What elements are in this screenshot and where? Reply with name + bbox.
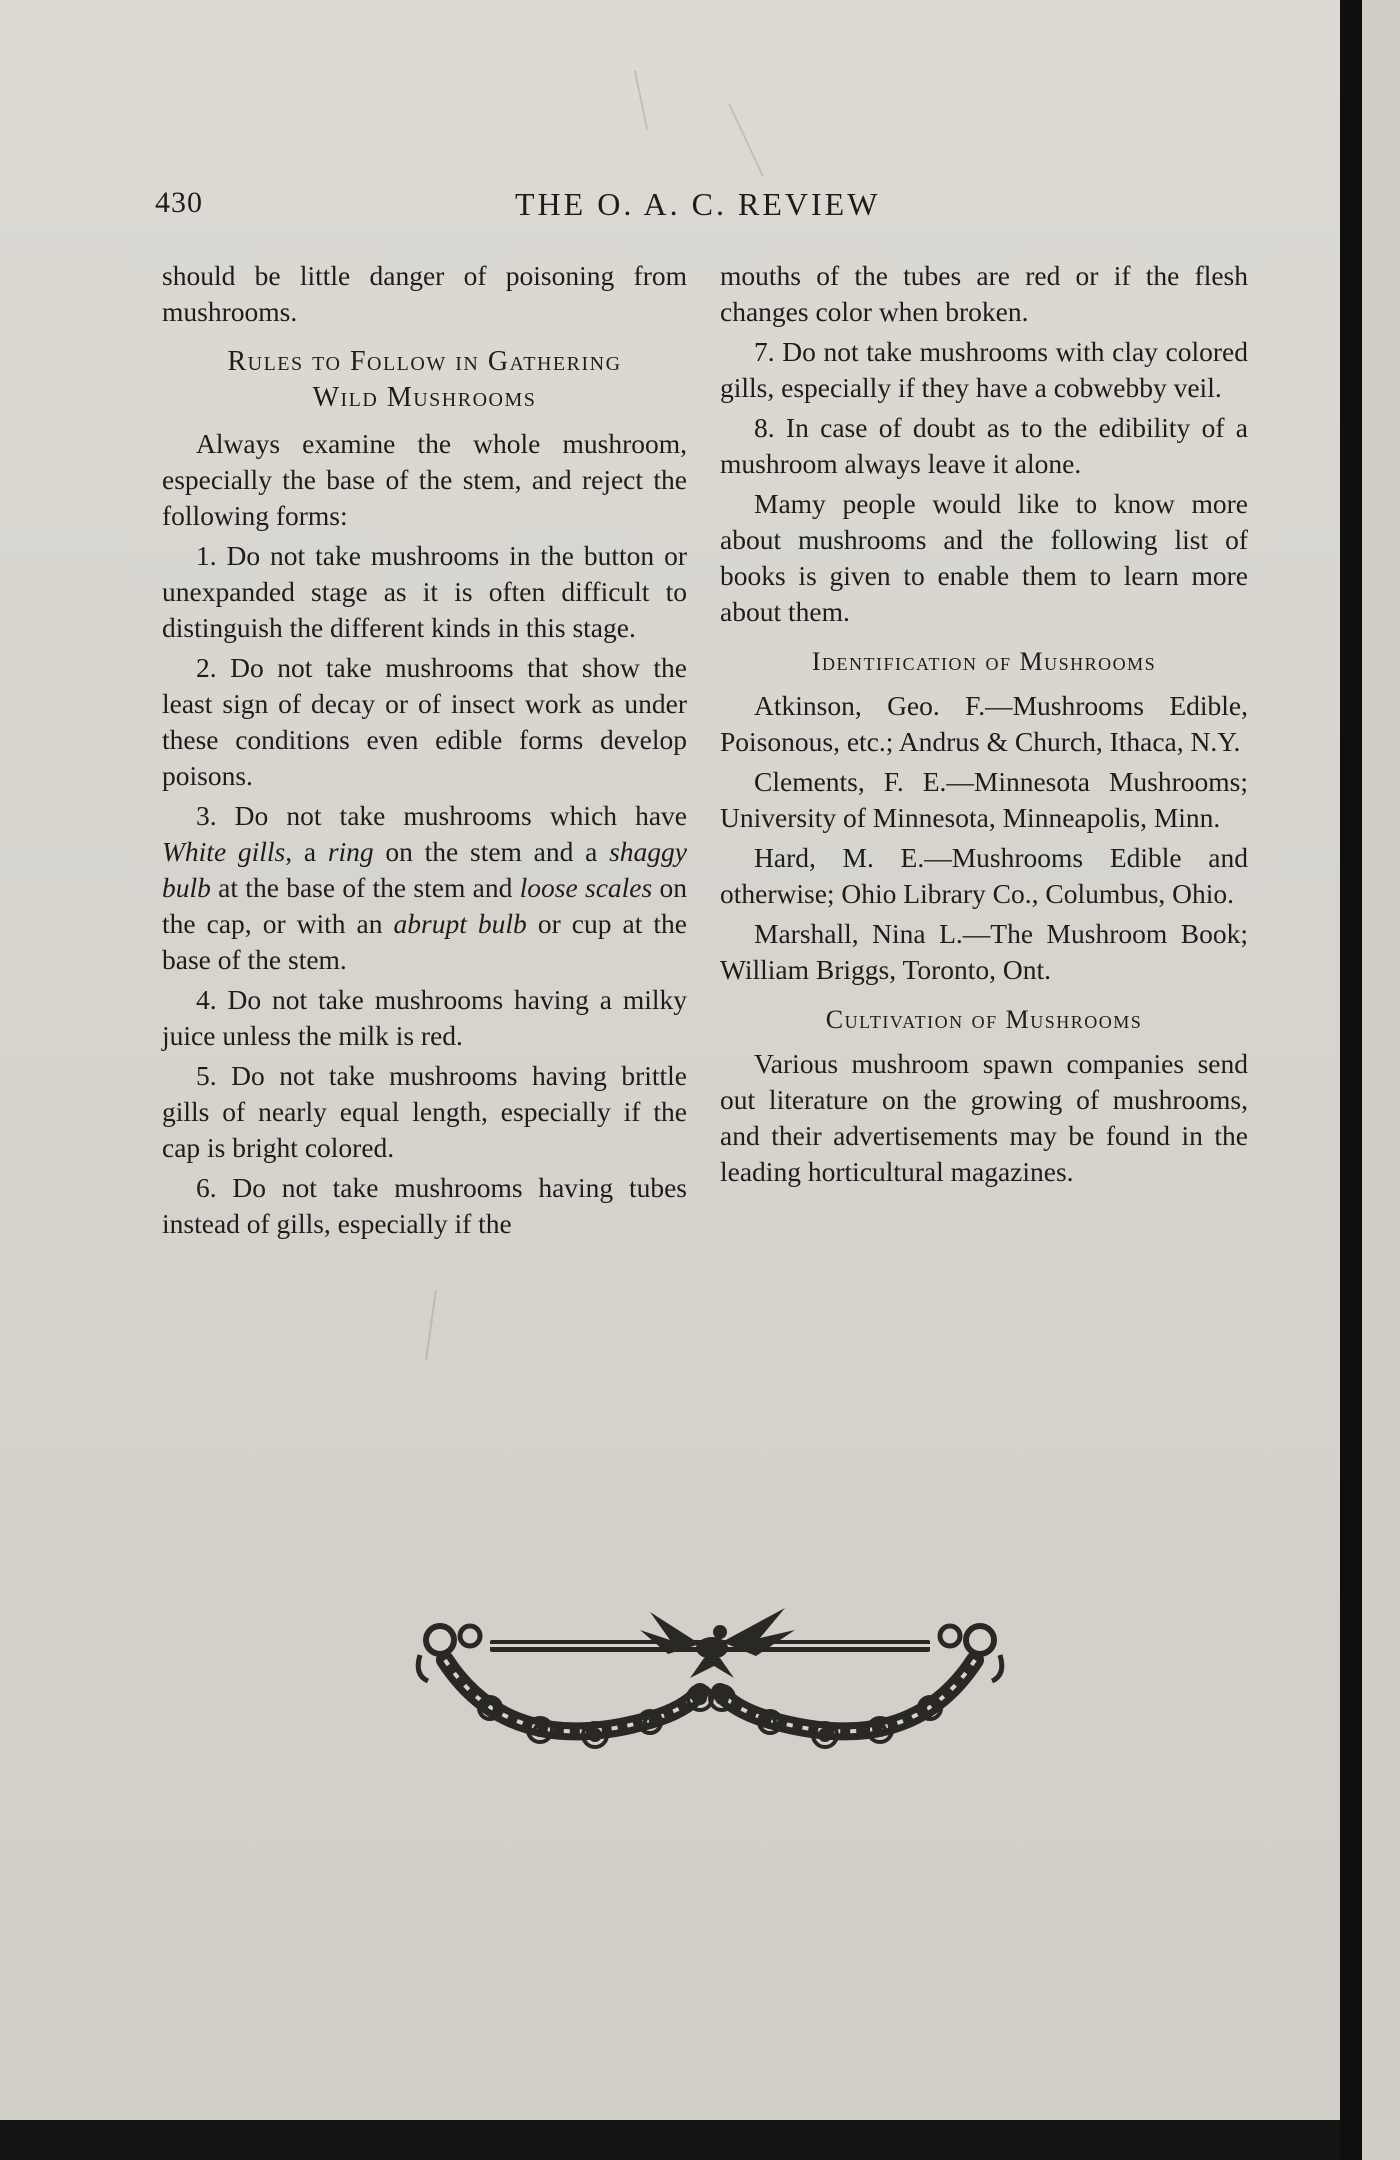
bibliography-entry: Atkinson, Geo. F.—Mushrooms Edible, Poisonous, etc.; Andrus & Church, Ithaca, N.Y. (720, 690, 1248, 757)
section-heading-line: Wild Mushrooms (312, 382, 537, 413)
rule-emphasis: abrupt bulb (393, 908, 527, 939)
rule-text: 3. Do not take mushrooms which have (196, 800, 687, 831)
eagle-garland-ornament-icon (400, 1600, 1020, 1760)
rule-text: or cup at the base of the stem. (162, 908, 687, 975)
page-number: 430 (155, 186, 203, 219)
paragraph-books-intro: Mamy people would like to know more about mushrooms and the following list of books is given to enable them to learn more about them. (720, 488, 1248, 627)
section-heading-rules (162, 344, 687, 416)
scratch-mark (425, 1290, 437, 1360)
rule-item (162, 798, 687, 978)
scratch-mark (728, 103, 764, 176)
journal-title: THE O. A. C. REVIEW (515, 186, 881, 222)
section-heading-identification: Identification of Mushrooms (811, 647, 1157, 676)
left-column (162, 258, 687, 1242)
scratch-mark (634, 70, 648, 129)
rule-emphasis: shaggy bulb (162, 836, 687, 903)
rule-item: 2. Do not take mushrooms that show the least sign of decay or of insect work as under these conditions even edible forms develop poisons. (162, 652, 687, 791)
page-gutter (1340, 0, 1362, 2160)
bibliography-entry: Marshall, Nina L.—The Mushroom Book; William Briggs, Toronto, Ont. (720, 918, 1248, 985)
rule-text: at the base of the stem and (210, 872, 520, 903)
rule-emphasis: White gills (162, 836, 286, 867)
rule-item: 7. Do not take mushrooms with clay colored gills, especially if they have a cobwebby veil. (720, 336, 1248, 403)
adjacent-page-edge (1362, 0, 1400, 2160)
scan-border (0, 2120, 1340, 2160)
bibliography-entry: Hard, M. E.—Mushrooms Edible and otherwise; Ohio Library Co., Columbus, Ohio. (720, 842, 1248, 909)
section-heading-cultivation: Cultivation of Mushrooms (825, 1005, 1143, 1034)
rule-item: 5. Do not take mushrooms having brittle gills of nearly equal length, especially if the cap is bright colored. (162, 1060, 687, 1163)
rule-text: on the stem and a (373, 836, 610, 867)
rule-text: on the cap, or with an (162, 872, 687, 939)
section-heading-line: Rules to Follow in Gathering (227, 346, 622, 377)
paragraph-cultivation: Various mushroom spawn companies send out literature on the growing of mushrooms, and their advertisements may be found in the leading horticultural magazines. (720, 1048, 1248, 1187)
bibliography-entry: Clements, F. E.—Minnesota Mushrooms; University of Minnesota, Minneapolis, Minn. (720, 766, 1248, 833)
paragraph-continued: mouths of the tubes are red or if the flesh changes color when broken. (720, 260, 1248, 327)
rule-emphasis: loose scales (519, 872, 653, 903)
running-head (155, 186, 1255, 230)
paragraph-lead: Always examine the whole mushroom, especially the base of the stem, and reject the following forms: (162, 428, 687, 531)
rule-text: , a (285, 836, 328, 867)
rule-emphasis: ring (327, 836, 374, 867)
rule-item: 1. Do not take mushrooms in the button or unexpanded stage as it is often difficult to distinguish the different kinds in this stage. (162, 540, 687, 643)
right-column (720, 258, 1248, 1190)
rule-item: 8. In case of doubt as to the edibility of a mushroom always leave it alone. (720, 412, 1248, 479)
rule-item: 6. Do not take mushrooms having tubes instead of gills, especially if the (162, 1172, 687, 1239)
paragraph-intro: should be little danger of poisoning from mushrooms. (162, 260, 687, 327)
rule-item: 4. Do not take mushrooms having a milky juice unless the milk is red. (162, 984, 687, 1051)
